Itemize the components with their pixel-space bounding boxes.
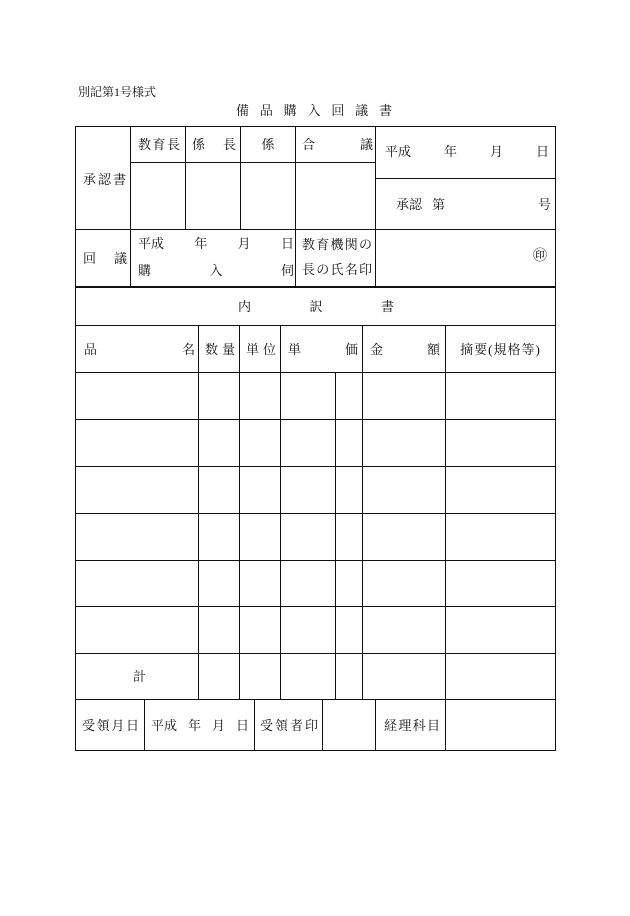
- superintendent-header-cell: [131, 127, 186, 163]
- item-row-3: [76, 467, 556, 514]
- unit-price-fraction-cell: [336, 561, 363, 607]
- glyph: 日: [235, 718, 249, 733]
- glyph: 書: [378, 103, 392, 118]
- seal-mark-icon: ㊞: [533, 249, 547, 264]
- staff-stamp-box: [241, 163, 296, 230]
- form-label: 別記第1号様式: [78, 85, 157, 99]
- receipt-row: [76, 700, 556, 751]
- head-seal-cell: [376, 230, 556, 287]
- unit-header-cell: [240, 326, 281, 373]
- breakdown-title: [238, 299, 394, 315]
- remarks-cell: [446, 420, 556, 467]
- glyph: 日: [280, 236, 294, 251]
- item-row-2: [76, 420, 556, 467]
- approval-number-cell: [376, 179, 556, 230]
- quantity-cell: [199, 373, 240, 420]
- quantity-header-cell: [199, 326, 240, 373]
- glyph: 印: [304, 718, 318, 733]
- glyph: 内: [238, 299, 252, 314]
- amount-header: [370, 342, 440, 358]
- glyph: 額: [426, 342, 440, 357]
- unit-price-cell: [281, 467, 336, 514]
- glyph: 購: [283, 103, 297, 118]
- amount-cell: [363, 514, 446, 561]
- glyph: 入: [307, 103, 321, 118]
- item-name-cell: [76, 420, 199, 467]
- form-title: [236, 103, 392, 119]
- unit-cell: [240, 467, 281, 514]
- approval-date-cell: [376, 127, 556, 179]
- unit-price-fraction-cell: [336, 514, 363, 561]
- received-date-label-cell: [76, 700, 145, 751]
- circulation-date-cell: [131, 230, 296, 287]
- remarks-cell: [446, 373, 556, 420]
- glyph: 平成: [138, 236, 165, 251]
- unit-price-fraction-cell: [336, 420, 363, 467]
- section-chief-header: [192, 137, 236, 153]
- account-label: [384, 718, 440, 734]
- quantity-cell: [199, 514, 240, 561]
- approval-number-label: 承認: [396, 197, 423, 212]
- quantity-cell: [199, 561, 240, 607]
- glyph: 承: [83, 172, 97, 187]
- item-name-cell: [76, 514, 199, 561]
- unit-price-fraction-cell: [336, 607, 363, 654]
- glyph: 量: [221, 342, 235, 357]
- quantity-cell: [199, 467, 240, 514]
- approval-number-suffix: 号: [538, 197, 552, 212]
- unit-price-cell: [281, 561, 336, 607]
- glyph: 品: [84, 342, 98, 357]
- glyph: 回: [331, 103, 345, 118]
- remarks-cell: [446, 561, 556, 607]
- unit-header: [246, 342, 276, 358]
- breakdown-header-row: [76, 326, 556, 373]
- glyph: 月: [237, 236, 251, 251]
- glyph: 単: [246, 342, 260, 357]
- item-row-6: [76, 607, 556, 654]
- glyph: 議: [113, 251, 127, 266]
- glyph: 印: [358, 262, 372, 277]
- remarks-cell: [446, 514, 556, 561]
- total-label: 計: [133, 669, 147, 684]
- item-name-cell: [76, 373, 199, 420]
- total-remarks-cell: [446, 654, 556, 700]
- glyph: 日: [535, 144, 549, 159]
- glyph: 日: [125, 718, 139, 733]
- head-seal-label-cell: [296, 230, 376, 287]
- glyph: 目: [426, 718, 440, 733]
- glyph: 書: [112, 172, 126, 187]
- unit-cell: [240, 561, 281, 607]
- total-unit-price-cell: [281, 654, 336, 700]
- amount-header-cell: [363, 326, 446, 373]
- purchase-request-label: [138, 263, 294, 279]
- approval-label-cell: [76, 127, 131, 230]
- glyph: 平成: [151, 718, 178, 733]
- staff-header: 係: [261, 137, 275, 152]
- glyph: の: [358, 237, 372, 252]
- total-quantity-cell: [199, 654, 240, 700]
- unit-cell: [240, 420, 281, 467]
- glyph: 係: [192, 137, 206, 152]
- item-name-header: [84, 342, 195, 358]
- glyph: 数: [205, 342, 219, 357]
- glyph: 認: [97, 172, 111, 187]
- glyph: 長: [302, 262, 316, 277]
- amount-cell: [363, 420, 446, 467]
- total-label-cell: [76, 654, 199, 700]
- total-amount-cell: [363, 654, 446, 700]
- glyph: 価: [344, 342, 358, 357]
- total-row: [76, 654, 556, 700]
- remarks-cell: [446, 467, 556, 514]
- glyph: 育: [316, 237, 330, 252]
- receiver-seal-label-cell: [255, 700, 323, 751]
- form-frame: [75, 126, 556, 751]
- glyph: 月: [211, 718, 225, 733]
- glyph: 訳: [309, 299, 323, 314]
- remarks-cell: [446, 607, 556, 654]
- glyph: 入: [209, 263, 223, 278]
- glyph: 品: [259, 103, 273, 118]
- glyph: 議: [355, 103, 369, 118]
- glyph: 単: [288, 342, 302, 357]
- head-seal-label-line2: [302, 262, 372, 278]
- quantity-cell: [199, 607, 240, 654]
- account-label-cell: [376, 700, 446, 751]
- quantity-header: [205, 342, 235, 358]
- glyph: 書: [380, 299, 394, 314]
- glyph: 機: [330, 237, 344, 252]
- glyph: 関: [344, 237, 358, 252]
- consultation-stamp-box: [296, 163, 376, 230]
- glyph: 者: [289, 718, 303, 733]
- glyph: 名: [181, 342, 195, 357]
- amount-cell: [363, 607, 446, 654]
- unit-price-header: [288, 342, 358, 358]
- glyph: 平成: [385, 144, 412, 159]
- item-name-cell: [76, 561, 199, 607]
- glyph: 長: [222, 137, 236, 152]
- unit-price-cell: [281, 514, 336, 561]
- item-name-header-cell: [76, 326, 199, 373]
- circulation-label-cell: [76, 230, 131, 287]
- section-chief-stamp-box: [186, 163, 241, 230]
- item-name-cell: [76, 467, 199, 514]
- superintendent-header: [138, 137, 180, 153]
- unit-price-fraction-cell: [336, 373, 363, 420]
- total-unit-cell: [240, 654, 281, 700]
- glyph: 年: [443, 144, 457, 159]
- glyph: 年: [187, 718, 201, 733]
- account-value-box: [446, 700, 556, 751]
- superintendent-stamp-box: [131, 163, 186, 230]
- remarks-header-cell: [446, 326, 556, 373]
- breakdown-title-cell: [76, 287, 556, 326]
- unit-cell: [240, 607, 281, 654]
- glyph: の: [316, 262, 330, 277]
- glyph: 領: [274, 718, 288, 733]
- quantity-cell: [199, 420, 240, 467]
- glyph: 育: [152, 137, 166, 152]
- glyph: 伺: [280, 263, 294, 278]
- circulation-date: [138, 236, 294, 252]
- circulation-label: [83, 251, 127, 267]
- glyph: 理: [398, 718, 412, 733]
- glyph: 合: [302, 137, 316, 152]
- receiver-seal-box: [323, 700, 376, 751]
- approval-date: [385, 144, 549, 160]
- glyph: 議: [359, 137, 373, 152]
- glyph: 月: [111, 718, 125, 733]
- amount-cell: [363, 373, 446, 420]
- consultation-header: [302, 137, 373, 153]
- glyph: 月: [489, 144, 503, 159]
- glyph: 教: [302, 237, 316, 252]
- head-seal-label-line1: [302, 237, 372, 253]
- glyph: 受: [260, 718, 274, 733]
- consultation-header-cell: [296, 127, 376, 163]
- section-chief-header-cell: [186, 127, 241, 163]
- item-row-4: [76, 514, 556, 561]
- glyph: 名: [344, 262, 358, 277]
- glyph: 氏: [330, 262, 344, 277]
- glyph: 受: [82, 718, 96, 733]
- received-date-label: [82, 718, 139, 734]
- glyph: 購: [138, 263, 152, 278]
- unit-price-cell: [281, 420, 336, 467]
- glyph: 年: [194, 236, 208, 251]
- glyph: 経: [384, 718, 398, 733]
- unit-price-cell: [281, 373, 336, 420]
- glyph: 金: [370, 342, 384, 357]
- approval-label: [83, 172, 126, 188]
- received-date-cell: [145, 700, 255, 751]
- approval-number-prefix: 第: [432, 197, 446, 212]
- item-name-cell: [76, 607, 199, 654]
- item-row-1: [76, 373, 556, 420]
- glyph: 位: [262, 342, 276, 357]
- unit-cell: [240, 514, 281, 561]
- receiver-seal-label: [260, 718, 318, 734]
- unit-price-cell: [281, 607, 336, 654]
- amount-cell: [363, 561, 446, 607]
- glyph: 回: [83, 251, 97, 266]
- item-row-5: [76, 561, 556, 607]
- unit-price-fraction-cell: [336, 467, 363, 514]
- glyph: 領: [96, 718, 110, 733]
- total-unit-price-fraction-cell: [336, 654, 363, 700]
- staff-header-cell: [241, 127, 296, 163]
- unit-price-header-cell: [281, 326, 363, 373]
- unit-cell: [240, 373, 281, 420]
- glyph: 備: [236, 103, 250, 118]
- remarks-header: 摘要(規格等): [460, 342, 541, 357]
- received-date: [151, 718, 249, 734]
- glyph: 教: [138, 137, 152, 152]
- glyph: 長: [166, 137, 180, 152]
- amount-cell: [363, 467, 446, 514]
- glyph: 科: [412, 718, 426, 733]
